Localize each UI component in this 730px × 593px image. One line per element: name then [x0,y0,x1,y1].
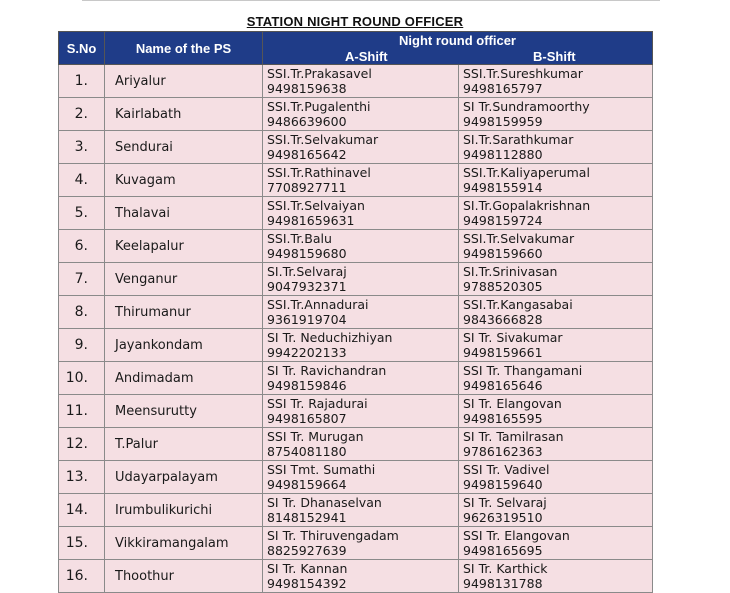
row-ps-name: Thirumanur [105,296,263,329]
row-ps-name: Kuvagam [105,164,263,197]
row-ps-name: Meensurutty [105,395,263,428]
row-b-shift-officer [459,197,653,230]
header-sno: S.No [59,32,105,65]
a-shift-officer-name: SSI.Tr.Selvakumar [267,132,379,147]
a-shift-officer-name: SSI.Tr.Pugalenthi [267,99,371,114]
row-a-shift-officer [263,197,459,230]
row-ps-name: Sendurai [105,131,263,164]
row-ps-name: Andimadam [105,362,263,395]
table-row [59,197,653,230]
row-a-shift-officer [263,296,459,329]
b-shift-officer-name: SSI.Tr.Kangasabai [463,297,573,312]
row-b-shift-officer [459,230,653,263]
b-shift-officer-name: SSI.Tr.Kaliyaperumal [463,165,590,180]
row-b-shift-officer [459,164,653,197]
a-shift-officer-phone: 9047932371 [267,279,347,294]
row-sno: 2. [59,98,105,131]
table-row [59,560,653,593]
b-shift-officer-name: SI.Tr.Gopalakrishnan [463,198,591,213]
row-a-shift-officer [263,560,459,593]
row-a-shift-officer [263,329,459,362]
a-shift-officer-phone: 9498159846 [267,378,347,393]
a-shift-officer-name: SSI.Tr.Selvaiyan [267,198,365,213]
table-row [59,131,653,164]
row-ps-name: Kairlabath [105,98,263,131]
table-row [59,395,653,428]
b-shift-officer-phone: 9498165797 [463,81,543,96]
b-shift-officer-phone: 9788520305 [463,279,543,294]
b-shift-officer-phone: 9498165595 [463,411,543,426]
b-shift-officer-name: SSI Tr. Thangamani [463,363,583,378]
header-night-round [263,32,653,65]
row-ps-name: Thalavai [105,197,263,230]
header-b-shift: B-Shift [533,49,576,64]
table-row [59,164,653,197]
page-title: STATION NIGHT ROUND OFFICER [246,14,464,29]
a-shift-officer-phone: 9486639600 [267,114,347,129]
row-sno: 9. [59,329,105,362]
row-b-shift-officer [459,527,653,560]
table-row [59,527,653,560]
a-shift-officer-phone: 8148152941 [267,510,347,525]
row-sno: 8. [59,296,105,329]
row-sno: 3. [59,131,105,164]
page-top-rule [82,0,660,1]
row-ps-name: Keelapalur [105,230,263,263]
row-sno: 1. [59,65,105,98]
b-shift-officer-name: SI Tr. Tamilrasan [463,429,564,444]
row-b-shift-officer [459,560,653,593]
b-shift-officer-phone: 9498159640 [463,477,543,492]
table-row [59,428,653,461]
b-shift-officer-name: SI Tr. Selvaraj [463,495,547,510]
table-body [59,65,653,593]
b-shift-officer-phone: 9786162363 [463,444,543,459]
a-shift-officer-name: SSI Tmt. Sumathi [267,462,376,477]
b-shift-officer-phone: 9498131788 [463,576,543,591]
table-row [59,230,653,263]
row-a-shift-officer [263,428,459,461]
table-row [59,65,653,98]
a-shift-officer-phone: 9498165642 [267,147,347,162]
row-b-shift-officer [459,329,653,362]
table-header-row [59,32,653,65]
a-shift-officer-name: SSI.Tr.Annadurai [267,297,369,312]
row-a-shift-officer [263,164,459,197]
a-shift-officer-name: SI Tr. Neduchizhiyan [267,330,393,345]
row-sno: 11. [59,395,105,428]
row-a-shift-officer [263,131,459,164]
a-shift-officer-name: SI Tr. Kannan [267,561,348,576]
row-sno: 12. [59,428,105,461]
row-b-shift-officer [459,263,653,296]
row-a-shift-officer [263,65,459,98]
row-b-shift-officer [459,65,653,98]
b-shift-officer-phone: 9498112880 [463,147,543,162]
row-ps-name: T.Palur [105,428,263,461]
b-shift-officer-phone: 9498159724 [463,213,543,228]
row-b-shift-officer [459,98,653,131]
b-shift-officer-phone: 9626319510 [463,510,543,525]
table-row [59,461,653,494]
row-b-shift-officer [459,428,653,461]
row-b-shift-officer [459,395,653,428]
a-shift-officer-name: SSI.Tr.Balu [267,231,332,246]
a-shift-officer-phone: 9498165807 [267,411,347,426]
table-row [59,296,653,329]
b-shift-officer-name: SSI Tr. Vadivel [463,462,550,477]
row-b-shift-officer [459,494,653,527]
row-a-shift-officer [263,263,459,296]
row-ps-name: Irumbulikurichi [105,494,263,527]
row-ps-name: Jayankondam [105,329,263,362]
b-shift-officer-name: SSI.Tr.Selvakumar [463,231,575,246]
row-sno: 10. [59,362,105,395]
b-shift-officer-phone: 9498159959 [463,114,543,129]
row-ps-name: Thoothur [105,560,263,593]
row-sno: 13. [59,461,105,494]
row-ps-name: Udayarpalayam [105,461,263,494]
b-shift-officer-name: SSI Tr. Elangovan [463,528,570,543]
a-shift-officer-phone: 8754081180 [267,444,347,459]
row-a-shift-officer [263,494,459,527]
b-shift-officer-name: SI.Tr.Sarathkumar [463,132,574,147]
row-sno: 15. [59,527,105,560]
header-night-round-label: Night round officer [399,33,516,48]
a-shift-officer-phone: 9498154392 [267,576,347,591]
table-row [59,362,653,395]
b-shift-officer-name: SI Tr. Karthick [463,561,548,576]
table-row [59,98,653,131]
a-shift-officer-phone: 9498159664 [267,477,347,492]
table-row [59,263,653,296]
b-shift-officer-phone: 9843666828 [463,312,543,327]
b-shift-officer-phone: 9498165695 [463,543,543,558]
row-a-shift-officer [263,98,459,131]
row-a-shift-officer [263,362,459,395]
header-a-shift: A-Shift [345,49,388,64]
a-shift-officer-phone: 7708927711 [267,180,347,195]
row-ps-name: Vikkiramangalam [105,527,263,560]
a-shift-officer-name: SSI Tr. Murugan [267,429,364,444]
b-shift-officer-name: SSI.Tr.Sureshkumar [463,66,583,81]
a-shift-officer-phone: 9498159638 [267,81,347,96]
a-shift-officer-phone: 9942202133 [267,345,347,360]
row-b-shift-officer [459,362,653,395]
row-a-shift-officer [263,461,459,494]
a-shift-officer-name: SI.Tr.Selvaraj [267,264,347,279]
b-shift-officer-name: SI Tr. Elangovan [463,396,562,411]
night-round-table [58,31,653,593]
b-shift-officer-name: SI Tr. Sivakumar [463,330,563,345]
row-sno: 4. [59,164,105,197]
a-shift-officer-phone: 9361919704 [267,312,347,327]
row-ps-name: Venganur [105,263,263,296]
row-sno: 7. [59,263,105,296]
b-shift-officer-phone: 9498159661 [463,345,543,360]
row-sno: 5. [59,197,105,230]
b-shift-officer-phone: 9498165646 [463,378,543,393]
a-shift-officer-name: SSI.Tr.Rathinavel [267,165,371,180]
row-a-shift-officer [263,395,459,428]
a-shift-officer-phone: 94981659631 [267,213,355,228]
b-shift-officer-name: SI.Tr.Srinivasan [463,264,558,279]
table-row [59,494,653,527]
row-b-shift-officer [459,461,653,494]
row-sno: 6. [59,230,105,263]
row-b-shift-officer [459,296,653,329]
table-row [59,329,653,362]
a-shift-officer-name: SI Tr. Ravichandran [267,363,387,378]
row-a-shift-officer [263,527,459,560]
row-a-shift-officer [263,230,459,263]
header-ps-name: Name of the PS [105,32,263,65]
row-sno: 16. [59,560,105,593]
a-shift-officer-name: SSI.Tr.Prakasavel [267,66,372,81]
row-ps-name: Ariyalur [105,65,263,98]
row-b-shift-officer [459,131,653,164]
a-shift-officer-name: SI Tr. Thiruvengadam [267,528,399,543]
a-shift-officer-name: SSI Tr. Rajadurai [267,396,368,411]
a-shift-officer-phone: 8825927639 [267,543,347,558]
b-shift-officer-phone: 9498159660 [463,246,543,261]
a-shift-officer-phone: 9498159680 [267,246,347,261]
a-shift-officer-name: SI Tr. Dhanaselvan [267,495,382,510]
b-shift-officer-name: SI Tr.Sundramoorthy [463,99,590,114]
row-sno: 14. [59,494,105,527]
b-shift-officer-phone: 9498155914 [463,180,543,195]
